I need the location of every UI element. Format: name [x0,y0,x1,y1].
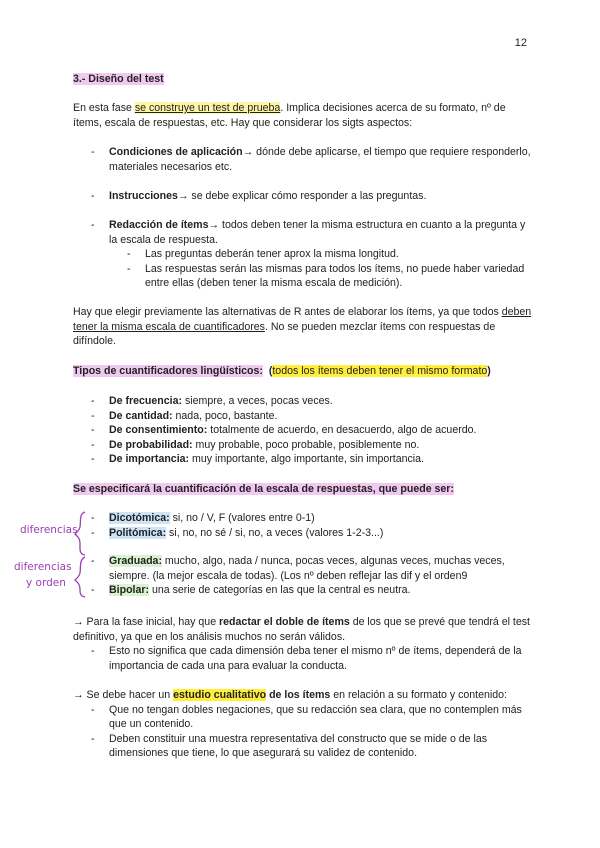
handwritten-brace-icon [74,509,88,599]
aspect-2 [73,189,533,204]
list-item: - De frecuencia: siempre, a veces, pocas veces. [73,394,533,409]
sublist-item: - Deben constituir una muestra representativa del constructo que se mide o de las dimensiones que tiene, lo que asegurará su validez de contenido. [73,732,533,761]
section-title: 3.- Diseño del test [73,73,164,85]
list-item: - Bipolar: una serie de categorías en las que la central es neutra. [73,583,533,598]
list-item: - De importancia: muy importante, algo importante, sin importancia. [73,452,533,467]
sublist-item: - Las respuestas serán las mismas para todos los ítems, no puede haber variedad entre ellas (deben tener la misma escala de medición). [109,262,533,291]
escala-heading: Se especificará la cuantificación de la escala de respuestas, que puede ser: [73,483,454,495]
list-item: - Instrucciones→ se debe explicar cómo responder a las preguntas. [73,189,533,204]
list-item: - Politómica: si, no, no sé / si, no, a veces (valores 1-2-3...) [73,526,533,541]
list-item: - Graduada: mucho, algo, nada / nunca, pocas veces, algunas veces, muchas veces, siempre. (la mejor escala de todas). (Los nº deben reflejar las dif y el orden9 [73,554,533,583]
list-item: - De cantidad: nada, poco, bastante. [73,409,533,424]
sublist [109,247,533,291]
tipos-heading: Tipos de cuantificadores lingüísticos: (todos los ítems deben tener el mismo formato) [73,365,491,377]
fase-sublist [73,644,533,673]
list-item: - Dicotómica: si, no / V, F (valores entre 0-1) [73,511,533,526]
escala-group-1 [73,511,533,540]
aspect-1 [73,145,533,174]
sublist-item: - Las preguntas deberán tener aprox la misma longitud. [109,247,533,262]
handwritten-note-diferencias-orden-1: diferencias [14,561,72,573]
list-item: - De consentimiento: totalmente de acuerdo, en desacuerdo, algo de acuerdo. [73,423,533,438]
fase-paragraph: → Para la fase inicial, hay que redactar el doble de ítems de los que se prevé que tendrá el test definitivo, ya que en los análisis muchos no serán válidos. - Esto no significa que cada dimensión deba tener el mismo nº de ítems, dependerá de la importancia de cada una para evaluar la conducta. [73,615,533,673]
list-item: - Redacción de ítems→ todos deben tener la misma estructura en cuanto a la pregunta y la escala de respuesta. - Las preguntas deberán tener aprox la misma longitud. - Las respuestas serán las mismas para todos los ítems, no puede haber variedad entre ellas (deben tener la misma escala de medición). [73,218,533,291]
estudio-sublist [73,703,533,761]
list-item: - Condiciones de aplicación→ dónde debe aplicarse, el tiempo que requiere responderlo, materiales necesarios etc. [73,145,533,174]
estudio-paragraph: → Se debe hacer un estudio cualitativo de los ítems en relación a su formato y contenido: - Que no tengan dobles negaciones, que su redacción sea clara, que no contemplen más que un contenido. - Deben constituir una muestra representativa del constructo que se mide o de las dimensiones que tiene, lo que asegurará su validez de contenido. [73,688,533,761]
escala-group-2 [73,554,533,598]
intro-underlined: se construye un test de prueba [134,102,281,114]
tipos-list [73,394,533,467]
list-item: - De probabilidad: muy probable, poco probable, posiblemente no. [73,438,533,453]
handwritten-note-diferencias-orden-2: y orden [26,577,66,589]
intro-paragraph: En esta fase se construye un test de prueba. Implica decisiones acerca de su formato, nº de ítems, escala de respuestas, etc. Hay que considerar los sigts aspectos: [73,102,506,129]
aspect-3 [73,218,533,291]
page-number: 12 [514,37,527,49]
paragraph-cuantificadores: Hay que elegir previamente las alternativas de R antes de elaborar los ítems, ya que todos deben tener la misma escala de cuantificadores. No se pueden mezclar ítems con respuestas de difíndole. [73,306,532,348]
sublist-item: - Que no tengan dobles negaciones, que su redacción sea clara, que no contemplen más que un contenido. [73,703,533,732]
sublist-item: - Esto no significa que cada dimensión deba tener el mismo nº de ítems, dependerá de la importancia de cada una para evaluar la conducta. [73,644,533,673]
handwritten-note-diferencias: diferencias [20,524,78,536]
